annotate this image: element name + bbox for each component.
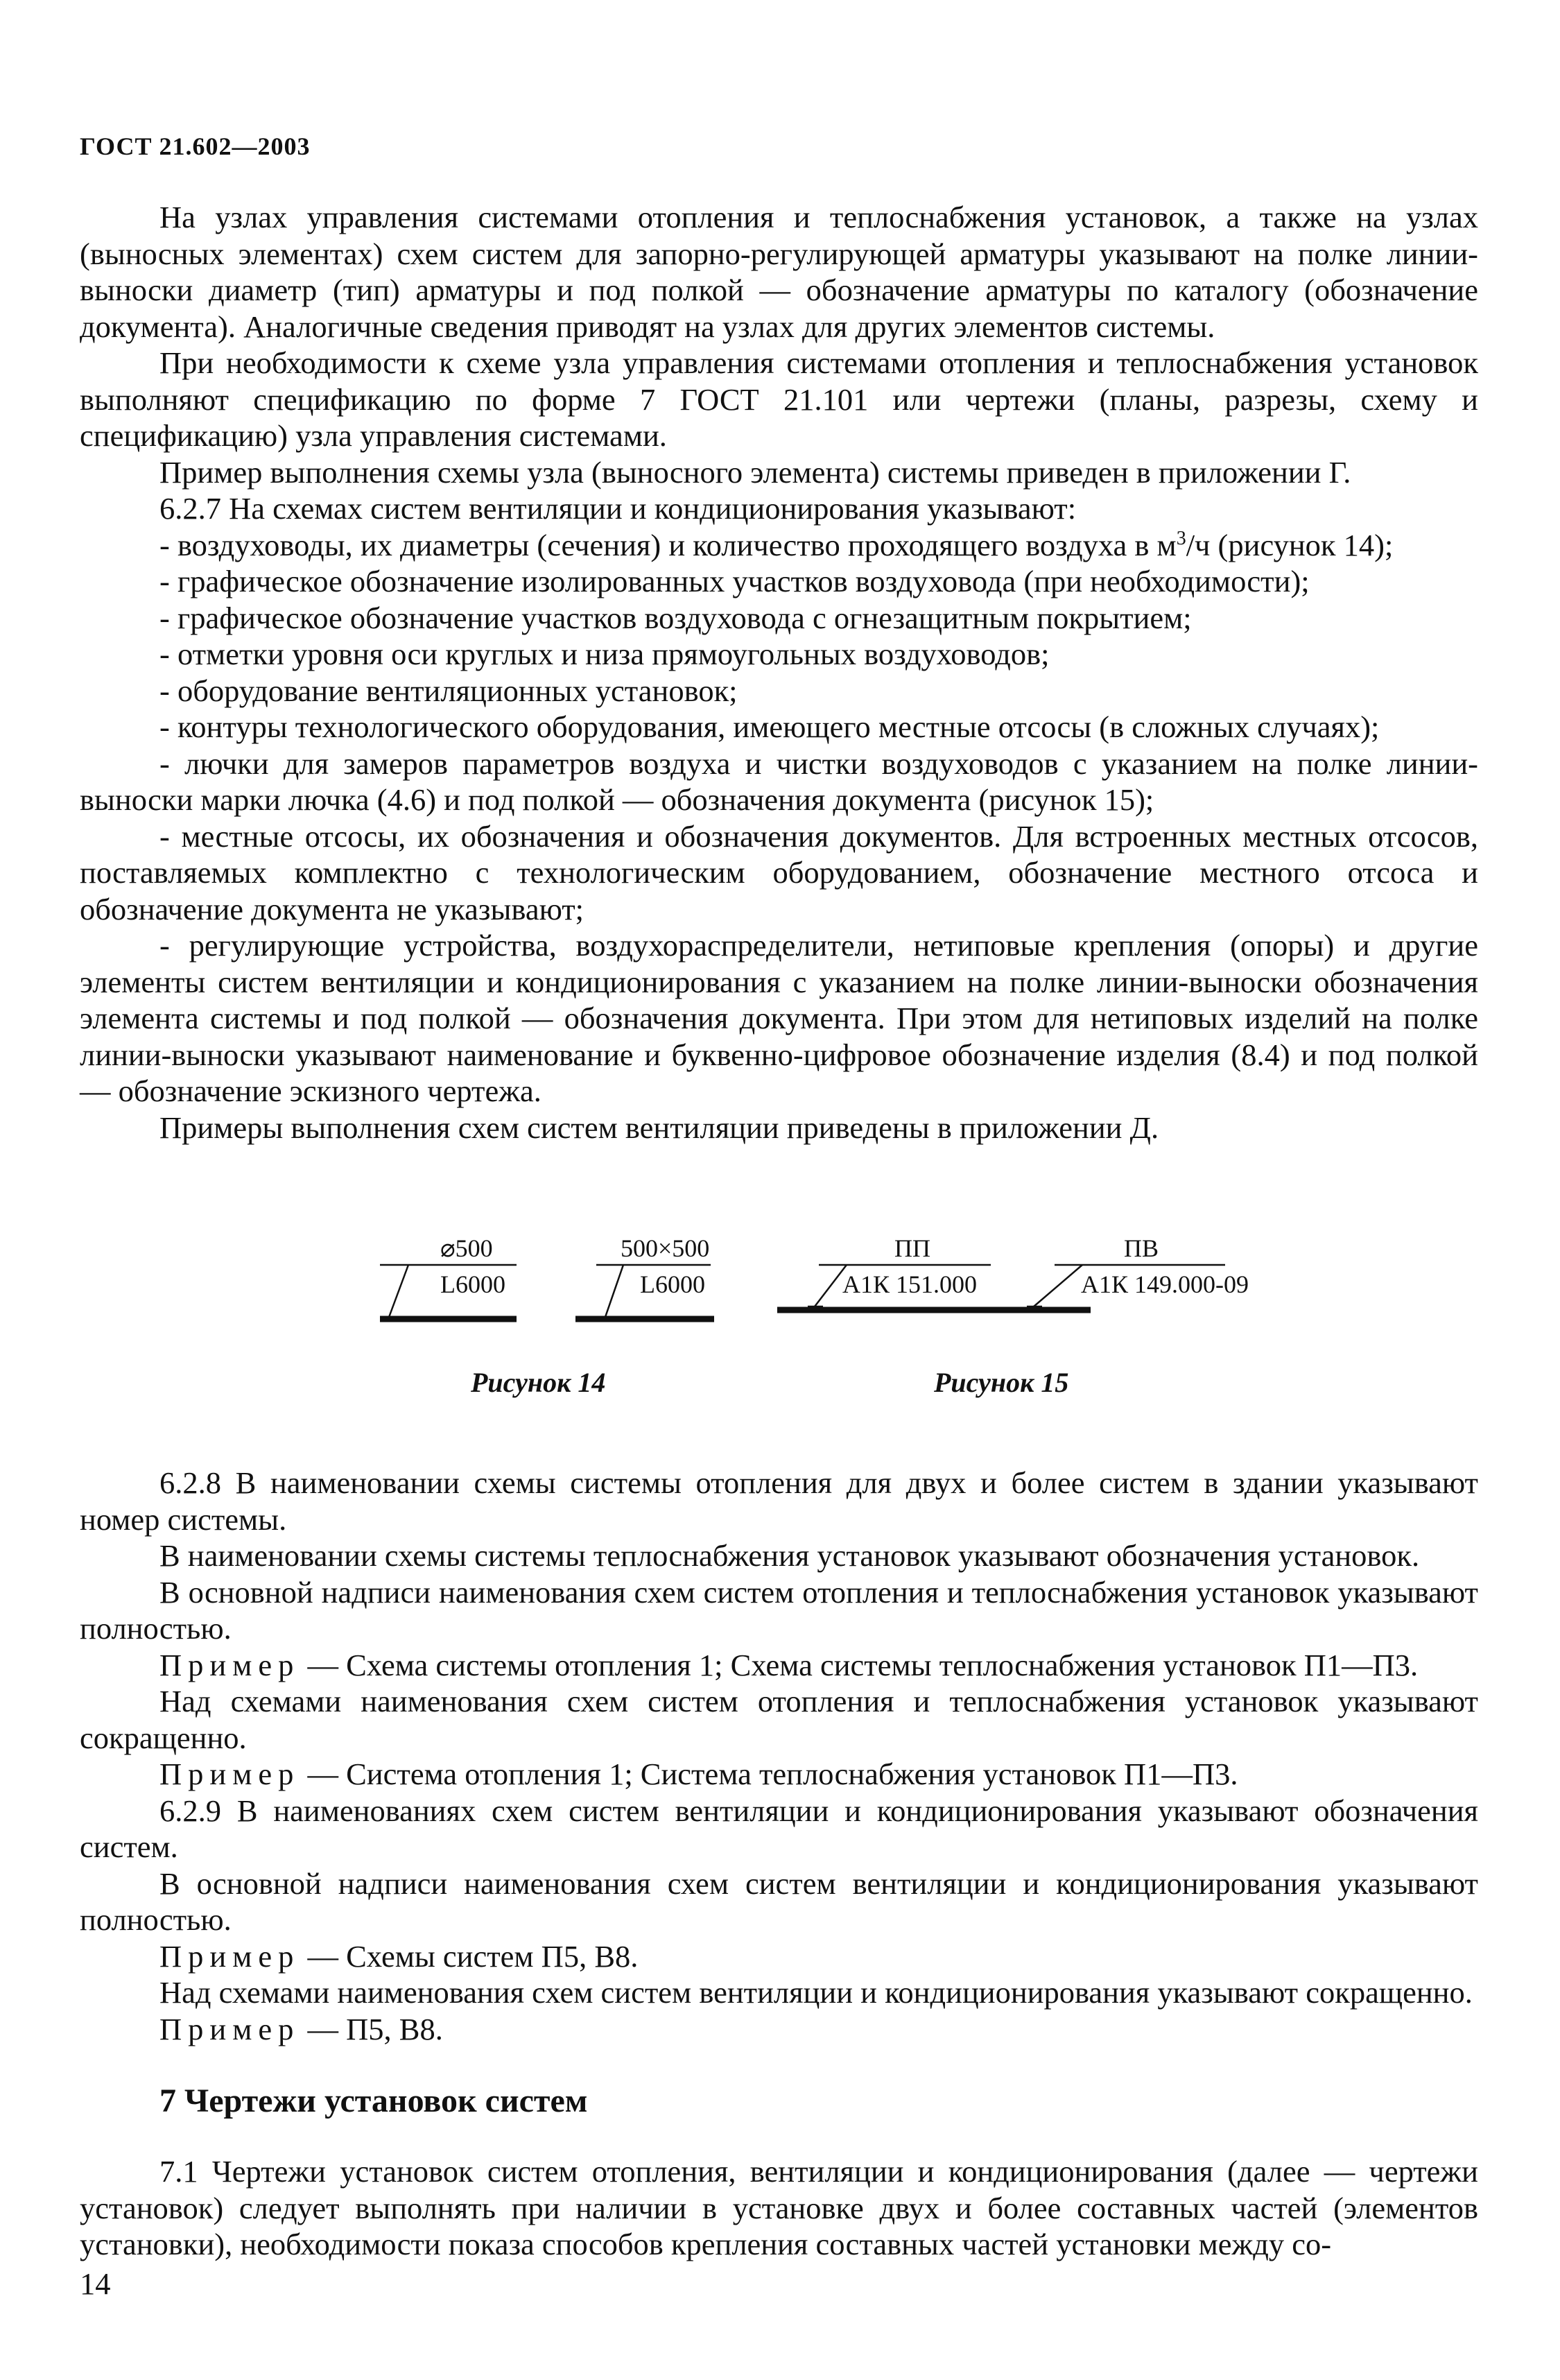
example-word: Пример bbox=[159, 1647, 300, 1682]
figures-block bbox=[80, 1187, 1478, 1416]
body-text-2 bbox=[80, 1465, 1478, 2047]
fig15-label-top: ПВ bbox=[1124, 1234, 1159, 1262]
figures-drawing bbox=[80, 1187, 1478, 1416]
document-header: ГОСТ 21.602—2003 bbox=[80, 132, 311, 160]
example-text: — П5, В8. bbox=[300, 2011, 443, 2046]
fig14-label-top: ⌀500 bbox=[440, 1234, 493, 1262]
figure-14-caption: Рисунок 14 bbox=[471, 1367, 606, 1398]
list-item-text: /ч (рисунок 14); bbox=[1186, 527, 1394, 562]
example-word: Пример bbox=[159, 1757, 300, 1791]
list-item: - регулирующие устройства, воздухораспределители, нетиповые крепления (опоры) и другие элементы систем вентиляции и кондиционирования с указанием на полке линии-выноски обозначения элемента системы и под полкой — обозначения документа. При этом для нетиповых изделий на полке линии-выноски указывают наименование и буквенно-цифровое обозначение изделия (8.4) и под полкой — обозначение эскизного чертежа. bbox=[80, 928, 1478, 1108]
document-page bbox=[80, 132, 1478, 2302]
fig15-label-bottom: А1К 149.000-09 bbox=[1081, 1270, 1249, 1298]
fig14-label-bottom: L6000 bbox=[440, 1270, 505, 1298]
fig14-label-top: 500×500 bbox=[621, 1234, 710, 1262]
page-number: 14 bbox=[80, 2266, 111, 2301]
example-word: Пример bbox=[159, 1938, 300, 1974]
paragraph: Над схемами наименования схем систем вентиляции и кондиционирования указывают сокращенно. bbox=[159, 1975, 1473, 2010]
paragraph: В основной надписи наименования схем систем отопления и теплоснабжения установок указывают полностью. bbox=[80, 1574, 1478, 1646]
paragraph: В наименовании схемы системы теплоснабжения установок указывают обозначения установок. bbox=[159, 1538, 1420, 1573]
superscript: 3 bbox=[1176, 527, 1186, 549]
list-item: - местные отсосы, их обозначения и обозначения документов. Для встроенных местных отсосов, поставляемых комплектно с технологическим оборудованием, обозначение местного отсоса и обозначение документа не указывают; bbox=[80, 818, 1478, 926]
fig15-label-top: ПП bbox=[894, 1234, 930, 1262]
paragraph: Над схемами наименования схем систем отопления и теплоснабжения установок указывают сокращенно. bbox=[80, 1684, 1478, 1755]
example-word: Пример bbox=[159, 2011, 300, 2046]
paragraph: В основной надписи наименования схем систем вентиляции и кондиционирования указывают полностью. bbox=[80, 1865, 1478, 1937]
list-item: - графическое обозначение изолированных участков воздуховода (при необходимости); bbox=[159, 564, 1310, 598]
fig15-label-bottom: А1К 151.000 bbox=[842, 1270, 978, 1298]
example-text: — Система отопления 1; Система теплоснабжения установок П1—П3. bbox=[300, 1757, 1238, 1791]
example-text: — Схемы систем П5, В8. bbox=[300, 1938, 639, 1974]
example-paragraph bbox=[80, 1938, 1478, 1975]
list-item: - отметки уровня оси круглых и низа прямоугольных воздуховодов; bbox=[159, 637, 1050, 671]
paragraph: 6.2.9 В наименованиях схем систем вентиляции и кондиционирования указывают обозначения систем. bbox=[80, 1793, 1478, 1864]
list-item: - графическое обозначение участков воздуховода с огнезащитным покрытием; bbox=[159, 600, 1192, 635]
list-item: - оборудование вентиляционных установок; bbox=[159, 673, 738, 708]
fig14-label-bottom: L6000 bbox=[640, 1270, 705, 1298]
example-paragraph bbox=[80, 1756, 1478, 1793]
list-item bbox=[80, 527, 1478, 564]
figure-15-caption: Рисунок 15 bbox=[934, 1367, 1069, 1398]
example-text: — Схема системы отопления 1; Схема системы теплоснабжения установок П1—П3. bbox=[300, 1647, 1419, 1682]
body-text bbox=[80, 199, 1478, 1146]
paragraph: 6.2.7 На схемах систем вентиляции и кондиционирования указывают: bbox=[159, 491, 1077, 526]
list-item: - лючки для замеров параметров воздуха и чистки воздуховодов с указанием на полке линии-выноски марки лючка (4.6) и под полкой — обозначения документа (рисунок 15); bbox=[80, 745, 1478, 817]
paragraph: 6.2.8 В наименовании схемы системы отопления для двух и более систем в здании указывают номер системы. bbox=[80, 1465, 1478, 1537]
example-paragraph bbox=[80, 1647, 1478, 1684]
example-paragraph bbox=[80, 2011, 1478, 2048]
section-heading: 7 Чертежи установок систем bbox=[159, 2082, 588, 2119]
leader-line bbox=[1034, 1265, 1082, 1307]
paragraph: Пример выполнения схемы узла (выносного элемента) системы приведен в приложении Г. bbox=[159, 454, 1351, 490]
leader-line bbox=[605, 1265, 623, 1319]
paragraph: При необходимости к схеме узла управления системами отопления и теплоснабжения установок выполняют спецификацию по форме 7 ГОСТ 21.101 или чертежи (планы, разрезы, схему и спецификацию) узла управления системами. bbox=[80, 345, 1478, 453]
paragraph: 7.1 Чертежи установок систем отопления, вентиляции и кондиционирования (далее — чертежи установок) следует выполнять при наличии в установке двух и более составных частей (элементов установки), необходимости показа способов крепления составных частей установки между со- bbox=[80, 2154, 1478, 2261]
paragraph: Примеры выполнения схем систем вентиляции приведены в приложении Д. bbox=[159, 1110, 1159, 1145]
paragraph: На узлах управления системами отопления и теплоснабжения установок, а также на узлах (выносных элементах) схем систем для запорно-регулирующей арматуры указывают на полке линии-выноски диаметр (тип) арматуры и под полкой — обозначение арматуры по каталогу (обозначение документа). Аналогичные сведения приводят на узлах для других элементов системы. bbox=[80, 200, 1478, 344]
list-item: - контуры технологического оборудования, имеющего местные отсосы (в сложных случаях); bbox=[159, 709, 1380, 744]
leader-line bbox=[388, 1265, 408, 1319]
body-text-3 bbox=[80, 2153, 1478, 2263]
list-item-text: - воздуховоды, их диаметры (сечения) и количество проходящего воздуха в м bbox=[159, 527, 1177, 562]
